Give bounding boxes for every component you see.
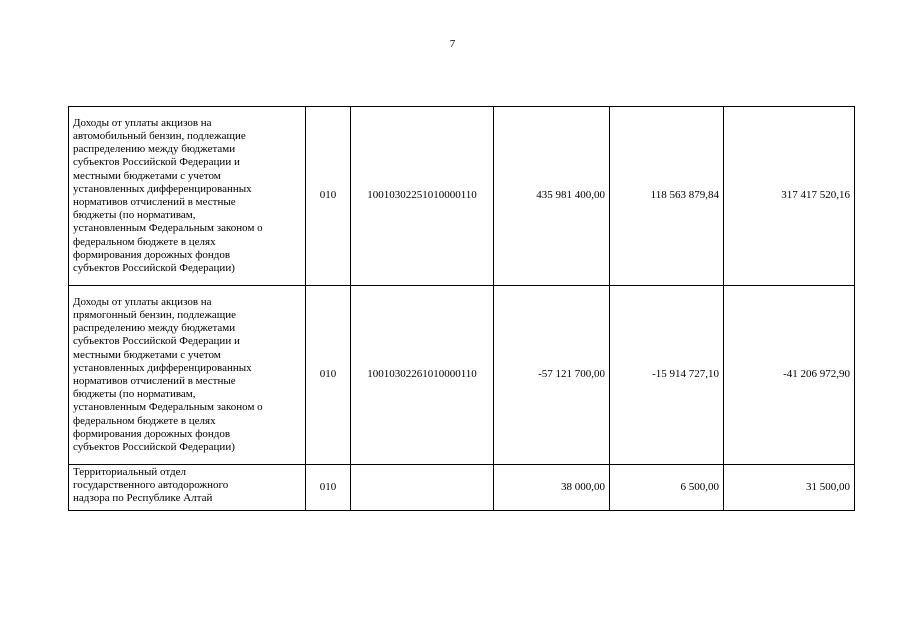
table-row: [69, 107, 855, 286]
table-row: [69, 465, 855, 511]
budget-classification-code: 10010302261010000110: [351, 286, 494, 465]
admin-code: 010: [306, 465, 351, 511]
approved-amount: -57 121 700,00: [494, 286, 610, 465]
approved-amount: 38 000,00: [494, 465, 610, 511]
remaining-amount: -41 206 972,90: [724, 286, 855, 465]
remaining-amount: 317 417 520,16: [724, 107, 855, 286]
executed-amount: -15 914 727,10: [610, 286, 724, 465]
remaining-amount: 31 500,00: [724, 465, 855, 511]
revenue-description: Территориальный отдел государственного автодорожного надзора по Республике Алтай: [69, 465, 306, 511]
approved-amount: 435 981 400,00: [494, 107, 610, 286]
executed-amount: 118 563 879,84: [610, 107, 724, 286]
budget-revenue-table: [68, 106, 855, 511]
budget-classification-code: 10010302251010000110: [351, 107, 494, 286]
budget-classification-code: [351, 465, 494, 511]
table-row: [69, 286, 855, 465]
executed-amount: 6 500,00: [610, 465, 724, 511]
admin-code: 010: [306, 107, 351, 286]
admin-code: 010: [306, 286, 351, 465]
revenue-description: Доходы от уплаты акцизов на прямогонный бензин, подлежащие распределению между бюджетами субъектов Российской Федерации и местными бюджетами с учетом установленных дифференцированных нормативов отчислений в местные бюджеты (по нормативам, установленным Федеральным законом о федеральном бюджете в целях формирования дорожных фондов субъектов Российской Федерации): [69, 286, 306, 465]
page-number: 7: [449, 38, 456, 50]
revenue-description: Доходы от уплаты акцизов на автомобильный бензин, подлежащие распределению между бюджетами субъектов Российской Федерации и местными бюджетами с учетом установленных дифференцированных нормативов отчислений в местные бюджеты (по нормативам, установленным Федеральным законом о федеральном бюджете в целях формирования дорожных фондов субъектов Российской Федерации): [69, 107, 306, 286]
